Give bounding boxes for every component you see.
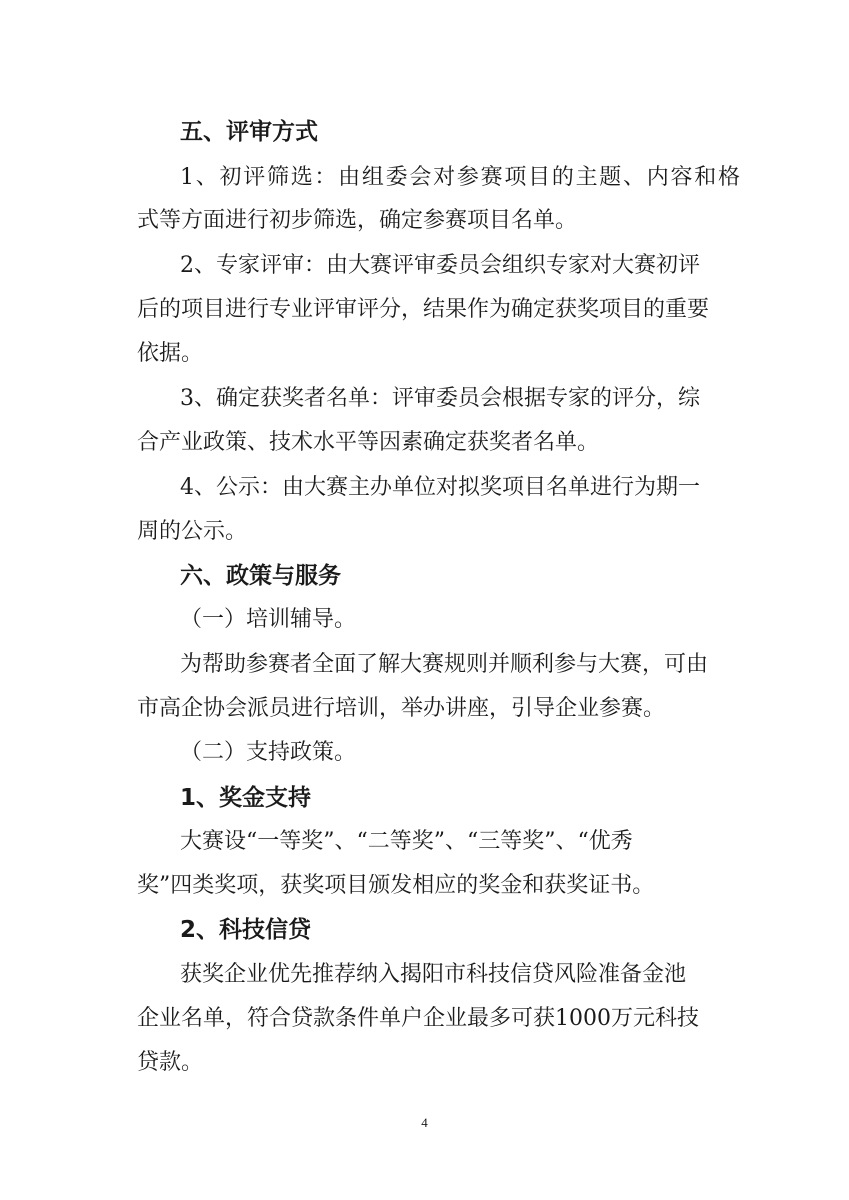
paragraph-line: 3、确定获奖者名单：评审委员会根据专家的评分，综 (180, 386, 700, 411)
paragraph-line: 式等方面进行初步筛选，确定参赛项目名单。 (137, 208, 578, 233)
item-heading-tech-credit: 2、科技信贷 (180, 917, 312, 943)
paragraph-line: 企业名单，符合贷款条件单户企业最多可获1000万元科技 (137, 1006, 699, 1031)
paragraph-line: 为帮助参赛者全面了解大赛规则并顺利参与大赛，可由 (180, 652, 709, 677)
subsection-heading-training: （一）培训辅导。 (180, 607, 357, 632)
paragraph-line: 大赛设“一等奖”、“二等奖”、“三等奖”、“优秀 (180, 829, 633, 854)
paragraph-line: 奖”四类奖项，获奖项目颁发相应的奖金和获奖证书。 (137, 873, 655, 898)
page-number: 4 (421, 1115, 428, 1130)
paragraph-line: 市高企协会派员进行培训，举办讲座，引导企业参赛。 (137, 696, 666, 721)
paragraph-line: 2、专家评审：由大赛评审委员会组织专家对大赛初评 (180, 253, 700, 278)
paragraph-line: 贷款。 (137, 1050, 204, 1075)
paragraph-line: 依据。 (137, 341, 204, 366)
item-heading-prize-support: 1、奖金支持 (180, 785, 312, 811)
paragraph-line: 后的项目进行专业评审评分，结果作为确定获奖项目的重要 (137, 297, 710, 322)
paragraph-line: 1、初评筛选：由组委会对参赛项目的主题、内容和格 (180, 165, 740, 190)
section-heading-review-method: 五、评审方式 (180, 119, 318, 145)
paragraph-line: 周的公示。 (137, 519, 248, 544)
paragraph-line: 合产业政策、技术水平等因素确定获奖者名单。 (137, 430, 600, 455)
section-heading-policy-service: 六、政策与服务 (180, 563, 341, 589)
subsection-heading-support-policy: （二）支持政策。 (180, 740, 357, 765)
paragraph-line: 4、公示：由大赛主办单位对拟奖项目名单进行为期一 (180, 475, 700, 500)
paragraph-line: 获奖企业优先推荐纳入揭阳市科技信贷风险准备金池 (180, 962, 687, 987)
